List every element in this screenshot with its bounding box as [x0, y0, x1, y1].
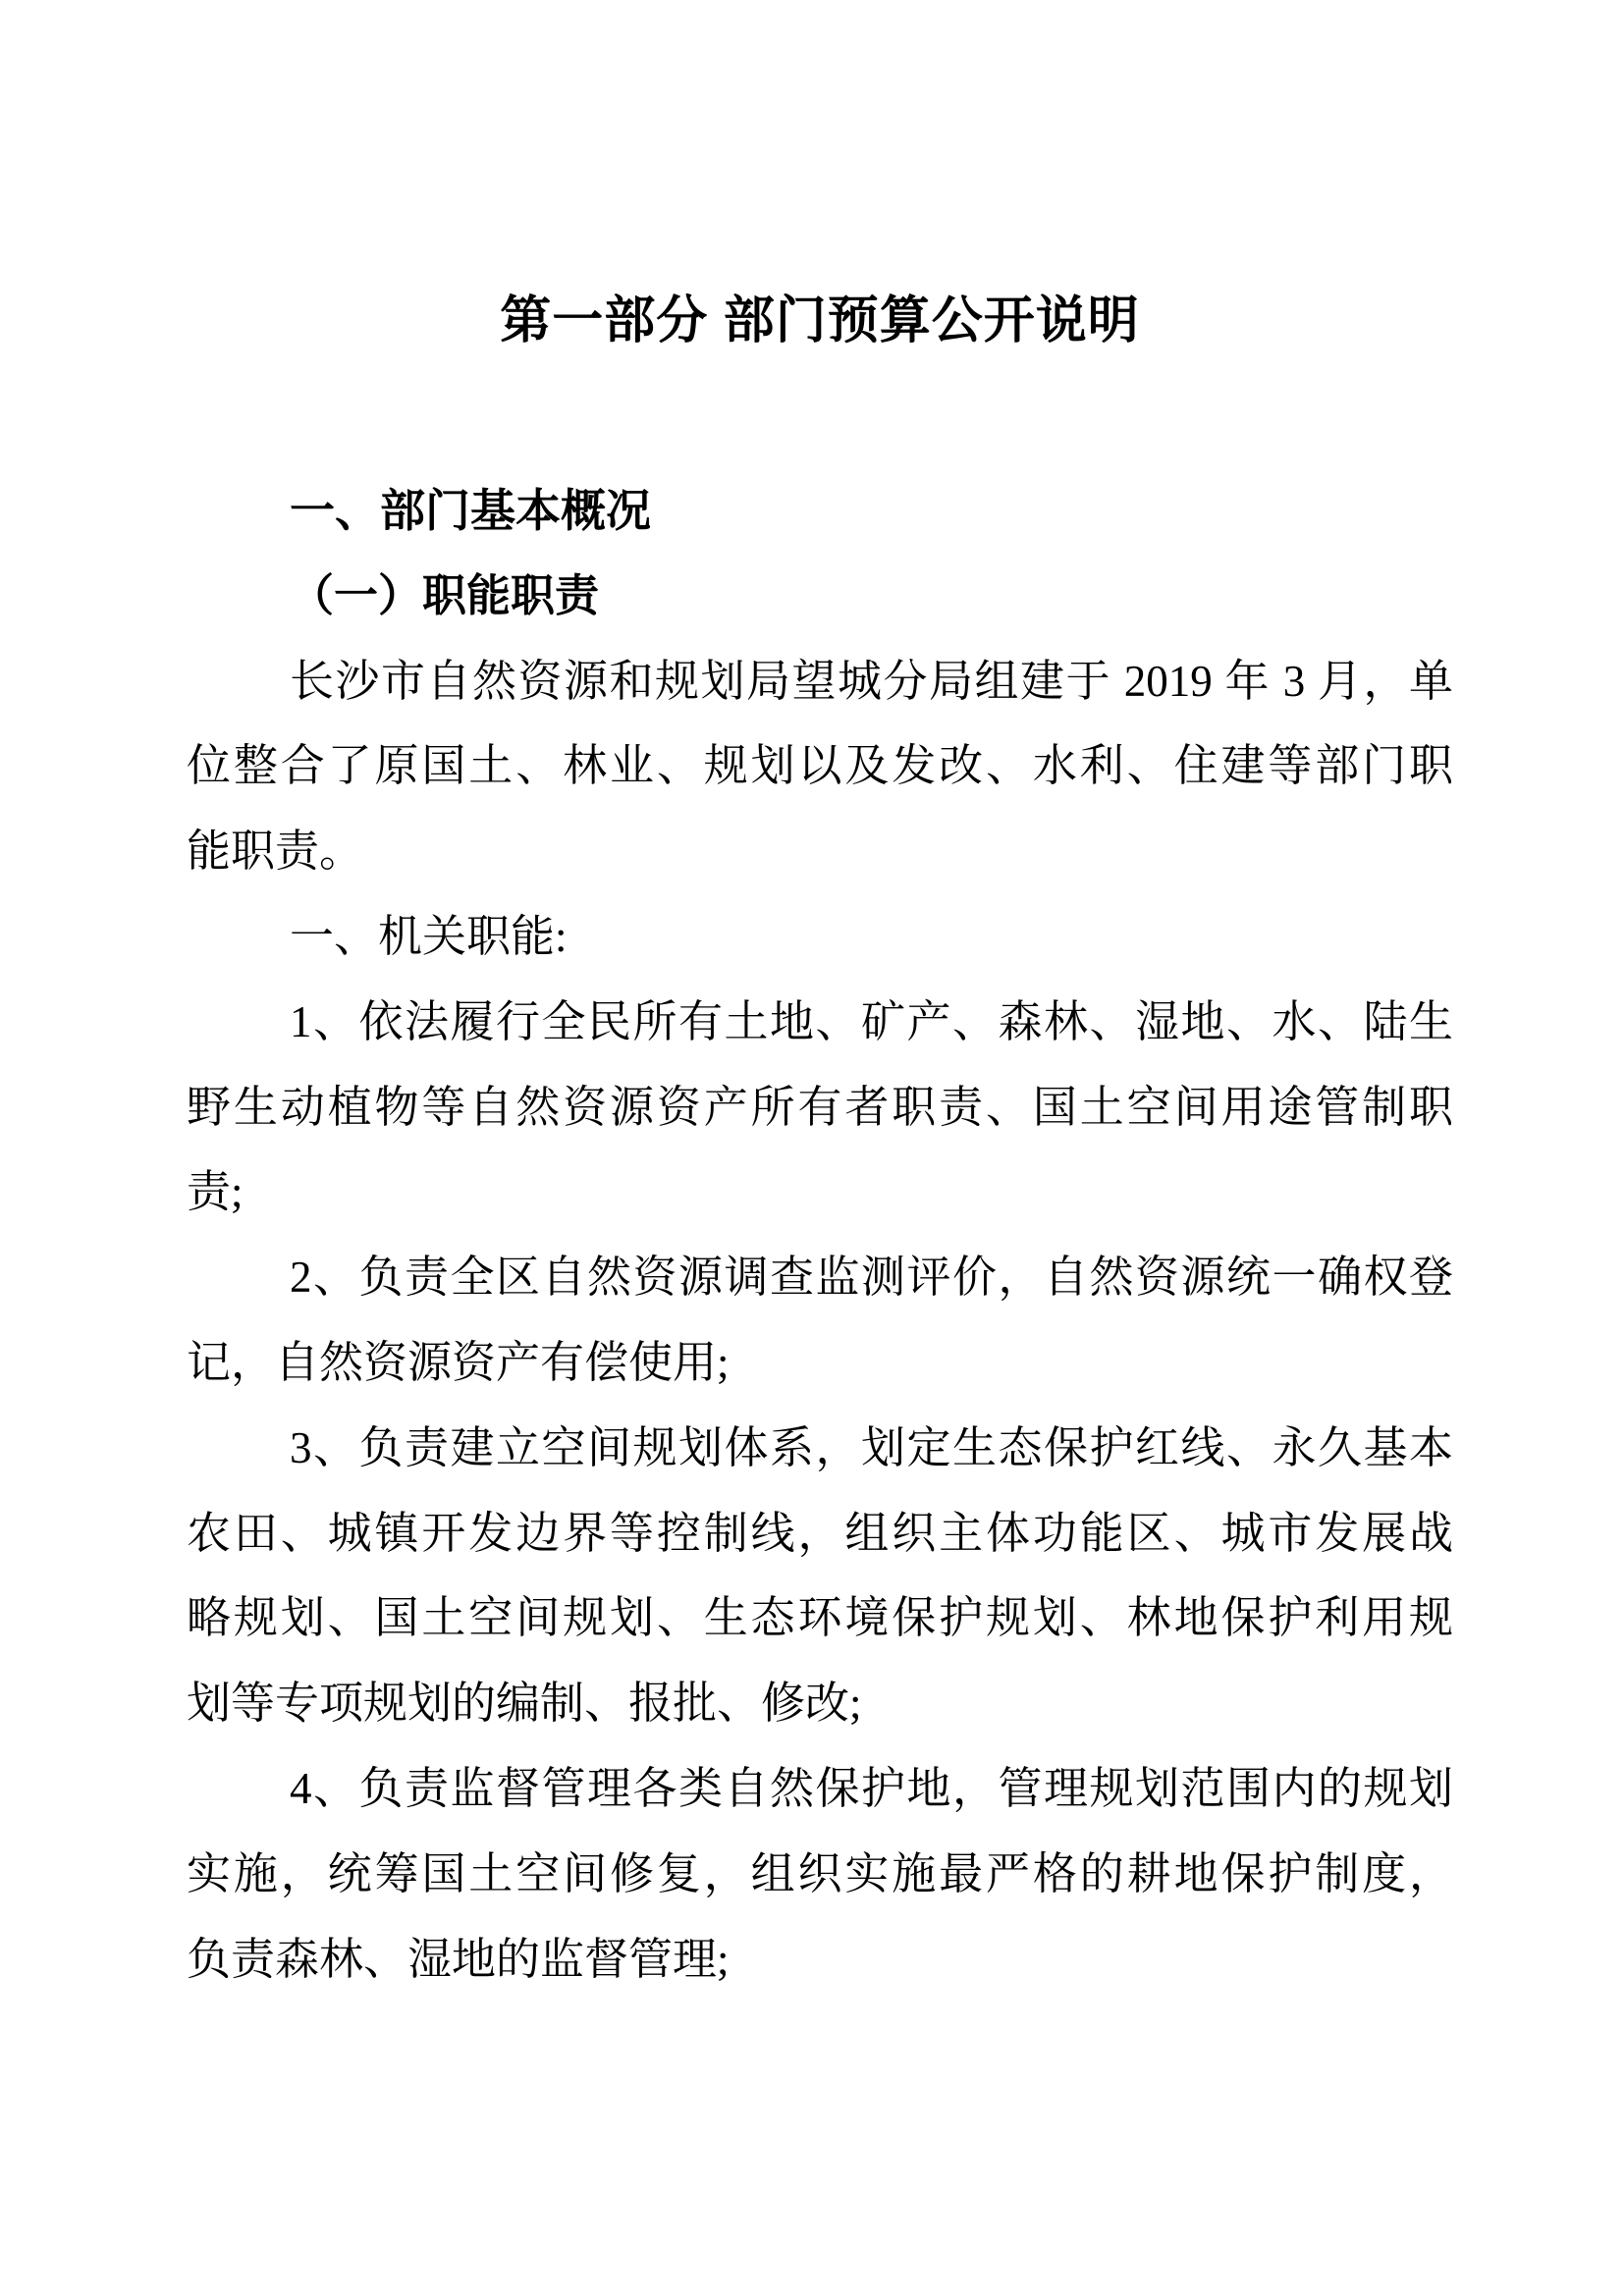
body-line: 野生动植物等自然资源资产所有者职责、国土空间用途管制职 — [187, 1082, 1453, 1132]
body-line: 长沙市自然资源和规划局望城分局组建于 2019 年 3 月，单 — [290, 656, 1453, 706]
section-heading: 一、部门基本概况 — [290, 485, 651, 536]
body-line: 3、负责建立空间规划体系，划定生态保护红线、永久基本 — [290, 1422, 1453, 1472]
body-line: 位整合了原国土、林业、规划以及发改、水利、住建等部门职 — [187, 741, 1453, 791]
document-title: 第一部分 部门预算公开说明 — [500, 293, 1140, 349]
body-line: 1、依法履行全民所有土地、矿产、森林、湿地、水、陆生 — [290, 996, 1453, 1046]
body-line: 一、机关职能: — [290, 911, 568, 961]
body-line: 能职责。 — [187, 827, 364, 877]
body-line: 2、负责全区自然资源调查监测评价，自然资源统一确权登 — [290, 1253, 1453, 1303]
body-line: 4、负责监督管理各类自然保护地，管理规划范围内的规划 — [290, 1763, 1453, 1813]
body-line: 记，自然资源资产有偿使用; — [187, 1337, 730, 1387]
subsection-heading: （一）职能职责 — [290, 570, 600, 620]
body-line: 略规划、国土空间规划、生态环境保护规划、林地保护利用规 — [187, 1593, 1453, 1643]
document-body — [187, 468, 1453, 2002]
body-line: 农田、城镇开发边界等控制线，组织主体功能区、城市发展战 — [187, 1508, 1453, 1558]
document-content — [187, 0, 1453, 2002]
body-line: 负责森林、湿地的监督管理; — [187, 1934, 730, 1984]
body-line: 划等专项规划的编制、报批、修改; — [187, 1679, 862, 1729]
body-line: 实施，统筹国土空间修复，组织实施最严格的耕地保护制度， — [187, 1848, 1453, 1898]
body-line: 责; — [187, 1167, 244, 1217]
